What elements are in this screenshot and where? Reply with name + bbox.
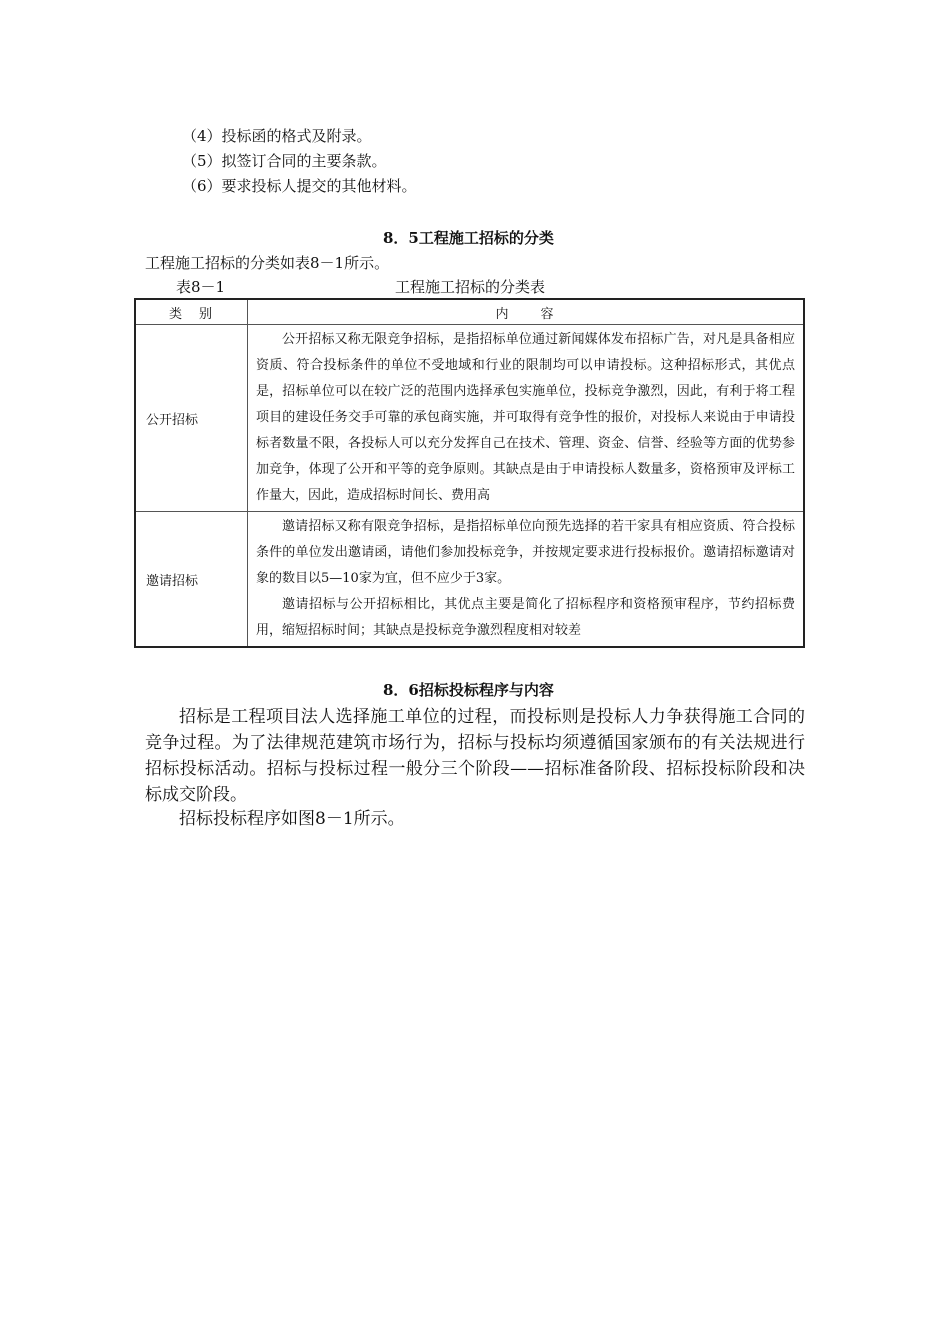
body-paragraph: 招标投标程序如图8－1所示。 [179, 809, 405, 829]
row-content [248, 325, 805, 512]
classification-table [134, 298, 805, 648]
body-paragraph: 招标是工程项目法人选择施工单位的过程，而投标则是投标人力争获得施工合同的竞争过程。为了法律规范建筑市场行为，招标与投标均须遵循国家颁布的有关法规进行招标投标活动。招标与投标过程一般分三个阶段——招标准备阶段、招标投标阶段和决标成交阶段。 [145, 707, 805, 805]
row-content [248, 512, 805, 648]
content-paragraph: 邀请招标又称有限竞争招标，是指招标单位向预先选择的若干家具有相应资质、符合投标条件的单位发出邀请函，请他们参加投标竞争，并按规定要求进行投标报价。邀请招标邀请对象的数目以5—10家为宜，但不应少于3家。 [256, 519, 795, 586]
list-item: （6）要求投标人提交的其他材料。 [182, 177, 417, 195]
table-row [135, 512, 804, 648]
content-paragraph: 邀请招标与公开招标相比，其优点主要是简化了招标程序和资格预审程序，节约招标费用，缩短招标时间；其缺点是投标竞争激烈程度相对较差 [256, 597, 795, 638]
table-number: 表8－1 [176, 278, 226, 296]
intro-text: 工程施工招标的分类如表8－1所示。 [145, 254, 390, 272]
list-item: （4）投标函的格式及附录。 [182, 127, 372, 145]
row-category: 公开招标 [135, 325, 248, 512]
table-header-row [135, 299, 804, 325]
section-heading: 8．5工程施工招标的分类 [383, 229, 554, 247]
section-heading: 8．6招标投标程序与内容 [383, 681, 554, 699]
table-title: 工程施工招标的分类表 [395, 278, 546, 296]
list-item: （5）拟签订合同的主要条款。 [182, 152, 387, 170]
header-category: 类 别 [135, 299, 248, 325]
content-paragraph: 公开招标又称无限竞争招标，是指招标单位通过新闻媒体发布招标广告，对凡是具备相应资质、符合投标条件的单位不受地域和行业的限制均可以申请投标。这种招标形式，其优点是，招标单位可以在较广泛的范围内选择承包实施单位，投标竞争激烈，因此，有利于将工程项目的建设任务交手可靠的承包商实施，并可取得有竞争性的报价，对投标人来说由于申请投标者数量不限，各投标人可以充分发挥自己在技术、管理、资金、信誉、经验等方面的优势参加竞争，体现了公开和平等的竞争原则。其缺点是由于申请投标人数量多，资格预审及评标工作量大，因此，造成招标时间长、费用高 [256, 332, 795, 503]
row-category: 邀请招标 [135, 512, 248, 648]
table-row [135, 325, 804, 512]
header-content: 内 容 [248, 299, 805, 325]
